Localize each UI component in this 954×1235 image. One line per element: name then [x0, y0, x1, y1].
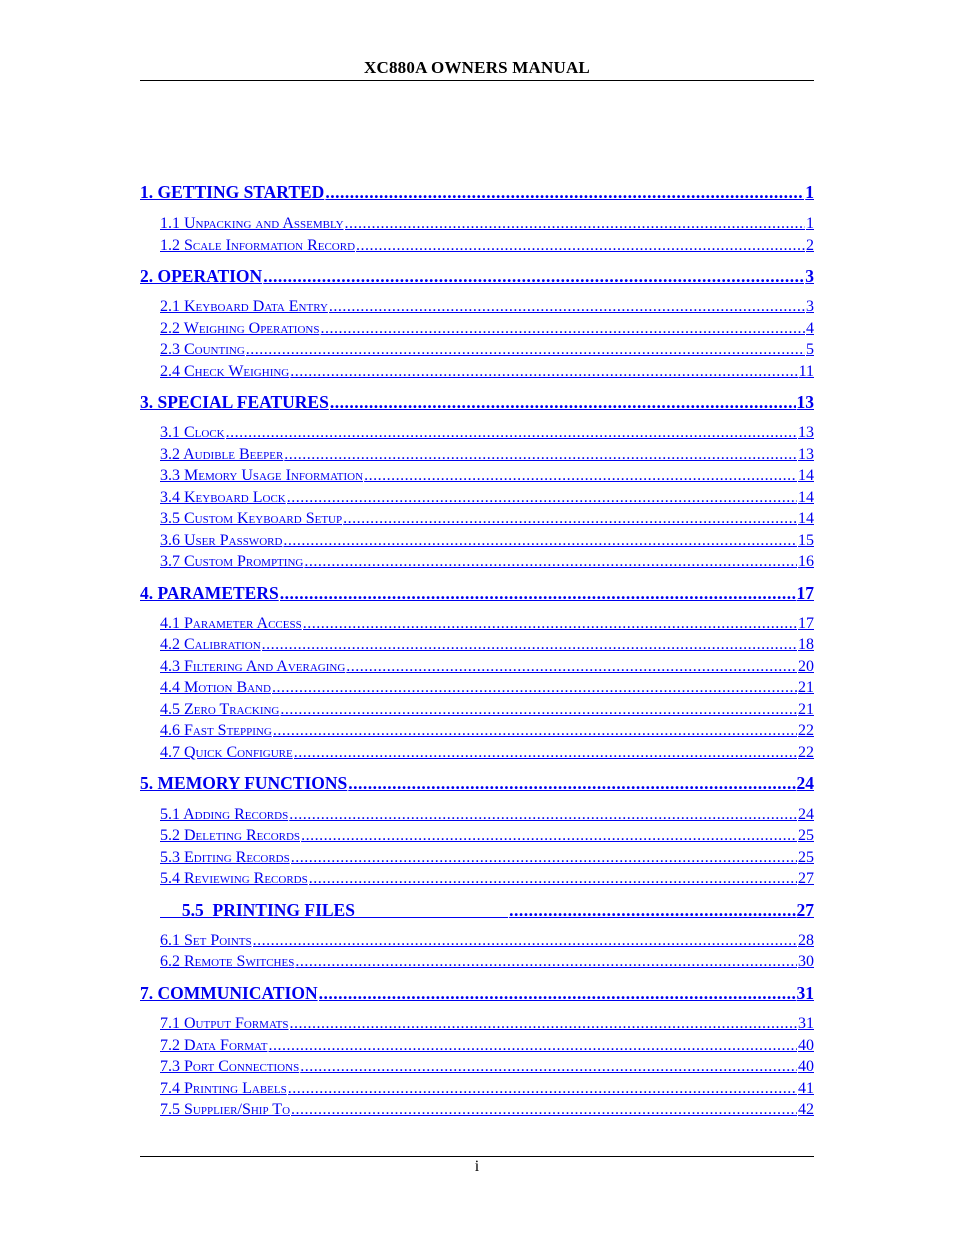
toc-entry-title: 2.2 Weighing Operations [160, 320, 320, 337]
toc-entry-title: 2.1 Keyboard Data Entry [160, 298, 328, 315]
toc-entry-page: 20 [798, 658, 814, 675]
toc-entry-page: 18 [798, 636, 814, 653]
toc-entry-set-points[interactable] [160, 932, 814, 953]
toc-dot-leader [284, 446, 797, 464]
toc-entry-page: 25 [798, 827, 814, 844]
toc-entry-page: 41 [798, 1080, 814, 1097]
toc-dot-leader [364, 467, 797, 485]
toc-entry-title: 2. OPERATION [140, 266, 263, 286]
toc-entry-data-format[interactable] [160, 1037, 814, 1058]
toc-entry-page: 17 [796, 583, 814, 603]
toc-entry-zero-tracking[interactable] [160, 701, 814, 722]
toc-entry-page: 31 [798, 1015, 814, 1032]
toc-dot-leader [268, 1037, 797, 1055]
toc-dot-leader [343, 510, 797, 528]
toc-entry-title: 4.5 Zero Tracking [160, 701, 280, 718]
toc-dot-leader [291, 1101, 797, 1119]
toc-entry-adding-records[interactable] [160, 806, 814, 827]
toc-entry-page: 13 [798, 424, 814, 441]
toc-dot-leader [320, 320, 805, 338]
toc-dot-leader [301, 827, 797, 845]
toc-dot-leader [280, 583, 796, 604]
toc-entry-title: 3.2 Audible Beeper [160, 446, 284, 463]
toc-entry-page: 14 [798, 510, 814, 527]
toc-entry-title: 4.3 Filtering And Averaging [160, 658, 346, 675]
toc-dot-leader [356, 237, 805, 255]
toc-dot-leader [309, 870, 797, 888]
toc-entry-page: 22 [798, 722, 814, 739]
toc-dot-leader [288, 1080, 797, 1098]
toc-entry-memory-functions[interactable] [140, 773, 814, 797]
toc-entry-special-features[interactable] [140, 392, 814, 416]
toc-entry-page: 42 [798, 1101, 814, 1118]
toc-entry-custom-keyboard-setup[interactable] [160, 510, 814, 531]
toc-entry-page: 1 [806, 215, 814, 232]
toc-dot-leader [304, 553, 797, 571]
toc-dot-leader [509, 900, 795, 921]
toc-entry-motion-band[interactable] [160, 679, 814, 700]
toc-entry-title: 2.3 Counting [160, 341, 245, 358]
toc-entry-fast-stepping[interactable] [160, 722, 814, 743]
toc-dot-leader [319, 983, 796, 1004]
toc-entry-page: 13 [798, 446, 814, 463]
toc-dot-leader [272, 679, 797, 697]
toc-entry-title: 7. COMMUNICATION [140, 983, 318, 1003]
toc-entry-title: 3.7 Custom Prompting [160, 553, 304, 570]
toc-entry-title: 7.4 Printing Labels [160, 1080, 287, 1097]
toc-entry-title: 3.1 Clock [160, 424, 225, 441]
toc-entry-title: 4.6 Fast Stepping [160, 722, 272, 739]
toc-entry-quick-configure[interactable] [160, 744, 814, 765]
toc-entry-title: 4.2 Calibration [160, 636, 261, 653]
toc-dot-leader [290, 1015, 797, 1033]
toc-entry-title: 4. PARAMETERS [140, 583, 279, 603]
toc-entry-page: 14 [798, 489, 814, 506]
toc-entry-page: 21 [798, 679, 814, 696]
toc-entry-parameter-access[interactable] [160, 615, 814, 636]
toc-entry-title: 5.4 Reviewing Records [160, 870, 308, 887]
toc-entry-page: 13 [796, 392, 814, 412]
header-title: XC880A OWNERS MANUAL [364, 58, 590, 77]
toc-entry-title: 6.2 Remote Switches [160, 953, 295, 970]
toc-entry-title: 4.1 Parameter Access [160, 615, 302, 632]
toc-entry-page: 21 [798, 701, 814, 718]
toc-dot-leader [287, 489, 797, 507]
toc-entry-page: 22 [798, 744, 814, 761]
toc-entry-calibration[interactable] [160, 636, 814, 657]
toc-dot-leader [345, 215, 805, 233]
toc-entry-page: 40 [798, 1058, 814, 1075]
toc-entry-title: 3.4 Keyboard Lock [160, 489, 286, 506]
toc-entry-title: 3.5 Custom Keyboard Setup [160, 510, 343, 527]
toc-entry-custom-prompting[interactable] [160, 553, 814, 574]
toc-entry-getting-started[interactable] [140, 182, 814, 206]
toc-dot-leader [280, 701, 797, 719]
toc-entry-page: 4 [806, 320, 814, 337]
toc-entry-page: 1 [805, 182, 814, 202]
toc-entry-page: 15 [798, 532, 814, 549]
toc-dot-leader [346, 658, 797, 676]
toc-entry-page: 3 [805, 266, 814, 286]
toc-entry-user-password[interactable] [160, 532, 814, 553]
toc-entry-title: 6.1 Set Points [160, 932, 252, 949]
toc-entry-parameters[interactable] [140, 583, 814, 607]
toc-dot-leader [295, 953, 797, 971]
toc-entry-keyboard-data-entry[interactable] [160, 298, 814, 319]
toc-entry-page: 25 [798, 849, 814, 866]
toc-entry-title: 5.5 PRINTING FILES [160, 900, 509, 920]
toc-entry-title: 3.6 User Password [160, 532, 283, 549]
toc-entry-communication[interactable] [140, 983, 814, 1007]
toc-entry-page: 40 [798, 1037, 814, 1054]
toc-entry-reviewing-records[interactable] [160, 870, 814, 891]
toc-dot-leader [273, 722, 797, 740]
toc-entry-page: 28 [798, 932, 814, 949]
toc-entry-clock[interactable] [160, 424, 814, 445]
toc-entry-editing-records[interactable] [160, 849, 814, 870]
toc-entry-title: 1.1 Unpacking and Assembly [160, 215, 344, 232]
toc-entry-page: 24 [798, 806, 814, 823]
toc-dot-leader [246, 341, 805, 359]
toc-entry-title: 7.2 Data Format [160, 1037, 268, 1054]
toc-entry-page: 30 [798, 953, 814, 970]
toc-entry-title: 5.3 Editing Records [160, 849, 290, 866]
toc-dot-leader [329, 298, 805, 316]
toc-entry-title: 7.3 Port Connections [160, 1058, 300, 1075]
toc-entry-title: 1. GETTING STARTED [140, 182, 325, 202]
toc-dot-leader [325, 182, 804, 203]
toc-entry-memory-usage-information[interactable] [160, 467, 814, 488]
toc-entry-filtering-and-averaging[interactable] [160, 658, 814, 679]
toc-entry-page: 3 [806, 298, 814, 315]
toc-dot-leader [294, 744, 797, 762]
toc-entry-title: 5.2 Deleting Records [160, 827, 301, 844]
toc-dot-leader [253, 932, 797, 950]
toc-entry-title: 5.1 Adding Records [160, 806, 289, 823]
toc-entry-title: 7.1 Output Formats [160, 1015, 289, 1032]
toc-entry-supplier-ship-to[interactable] [160, 1101, 814, 1122]
toc-dot-leader [263, 266, 804, 287]
toc-entry-page: 31 [796, 983, 814, 1003]
toc-entry-title: 3.3 Memory Usage Information [160, 467, 364, 484]
toc-entry-page: 16 [798, 553, 814, 570]
toc-entry-page: 24 [796, 773, 814, 793]
toc-dot-leader [226, 424, 797, 442]
footer-rule [140, 1156, 814, 1157]
toc-dot-leader [291, 849, 797, 867]
toc-entry-port-connections[interactable] [160, 1058, 814, 1079]
toc-entry-weighing-operations[interactable] [160, 320, 814, 341]
toc-entry-title: 5. MEMORY FUNCTIONS [140, 773, 348, 793]
toc-entry-page: 14 [798, 467, 814, 484]
toc-dot-leader [290, 363, 797, 381]
toc-dot-leader [330, 392, 796, 413]
toc-dot-leader [348, 773, 795, 794]
toc-entry-title: 4.4 Motion Band [160, 679, 271, 696]
toc-dot-leader [289, 806, 797, 824]
toc-entry-unpacking-and-assembly[interactable] [160, 215, 814, 236]
toc-dot-leader [283, 532, 797, 550]
toc-entry-operation[interactable] [140, 266, 814, 290]
page-number: i [474, 1158, 480, 1175]
toc-entry-printing-labels[interactable] [160, 1080, 814, 1101]
toc-entry-page: 17 [798, 615, 814, 632]
toc-entry-counting[interactable] [160, 341, 814, 362]
toc-entry-remote-switches[interactable] [160, 953, 814, 974]
toc-entry-printing-files[interactable] [160, 900, 814, 924]
toc-entry-title: 3. SPECIAL FEATURES [140, 392, 329, 412]
toc-entry-output-formats[interactable] [160, 1015, 814, 1036]
toc-entry-page: 11 [798, 363, 814, 380]
toc-entry-audible-beeper[interactable] [160, 446, 814, 467]
toc-dot-leader [262, 636, 797, 654]
toc-entry-page: 5 [806, 341, 814, 358]
toc-entry-deleting-records[interactable] [160, 827, 814, 848]
toc-dot-leader [300, 1058, 797, 1076]
toc-entry-title: 7.5 Supplier/Ship To [160, 1101, 291, 1118]
toc-entry-title: 1.2 Scale Information Record [160, 237, 356, 254]
toc-dot-leader [303, 615, 797, 633]
toc-entry-check-weighing[interactable] [160, 363, 814, 384]
toc-entry-title: 2.4 Check Weighing [160, 363, 290, 380]
toc-entry-page: 27 [798, 870, 814, 887]
toc-entry-page: 27 [796, 900, 814, 920]
toc-entry-keyboard-lock[interactable] [160, 489, 814, 510]
toc-entry-title: 4.7 Quick Configure [160, 744, 293, 761]
toc-entry-page: 2 [806, 237, 814, 254]
toc-entry-scale-information-record[interactable] [160, 237, 814, 258]
